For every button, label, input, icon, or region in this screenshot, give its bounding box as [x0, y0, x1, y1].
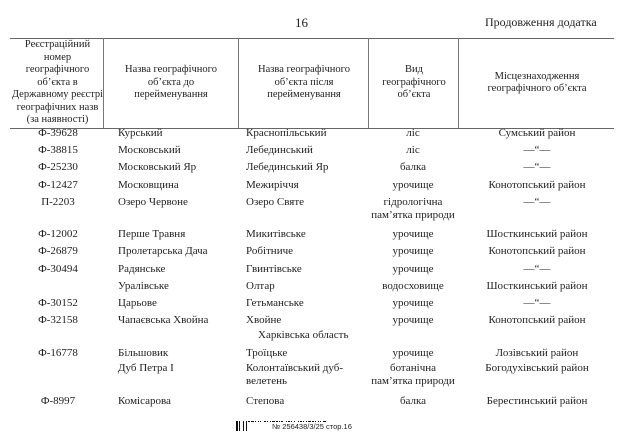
registration-number: Ф-38815 — [38, 144, 78, 156]
location: —“— — [523, 263, 551, 275]
object-type: урочище — [392, 245, 434, 257]
registration-number: Ф-16778 — [38, 347, 78, 359]
location: —“— — [523, 297, 551, 309]
name-after: Робітниче — [246, 245, 293, 257]
name-after: Олтар — [246, 280, 275, 292]
page-number: 16 — [295, 15, 308, 30]
registration-number: Ф-12427 — [38, 179, 78, 191]
location: Конотопський район — [488, 314, 586, 326]
name-after: Лебединський Яр — [246, 161, 329, 173]
region-title: Харківська область — [258, 329, 349, 341]
name-before: Дуб Петра I — [118, 362, 174, 374]
location: Берестинський район — [486, 395, 588, 407]
object-type: урочище — [392, 228, 434, 240]
name-after: Гвинтівське — [246, 263, 302, 275]
column-divider — [238, 38, 239, 128]
name-before: Більшовик — [118, 347, 169, 359]
registration-number: Ф-32158 — [38, 314, 78, 326]
column-divider — [458, 38, 459, 128]
location: —“— — [523, 161, 551, 173]
continuation-label: Продовження додатка — [485, 15, 597, 29]
registration-number: Ф-26879 — [38, 245, 78, 257]
registration-number: П-2203 — [41, 196, 75, 208]
registration-number: Ф-25230 — [38, 161, 78, 173]
object-type: гідрологічна пам’ятка природи — [371, 196, 455, 221]
name-after: Степова — [246, 395, 285, 407]
object-type: урочище — [392, 297, 434, 309]
object-type: ботанічна пам’ятка природи — [371, 362, 455, 387]
name-before: Курський — [118, 127, 163, 139]
header-name-before: Назва географічного об’єкта до перейменування — [125, 64, 217, 101]
name-after: Колонтаївський дуб-велетень — [246, 362, 344, 387]
name-before: Чапаєвська Хвойна — [118, 314, 209, 326]
header-location: Місцезнаходження географічного об’єкта — [487, 70, 587, 94]
location: —“— — [523, 196, 551, 208]
registration-number: Ф-12002 — [38, 228, 78, 240]
object-type: ліс — [406, 127, 420, 139]
object-type: водосховище — [382, 280, 444, 292]
name-after: Межиріччя — [246, 179, 299, 191]
name-before: Пролетарська Дача — [118, 245, 208, 257]
name-after: Гетьманське — [246, 297, 304, 309]
column-divider — [368, 38, 369, 128]
object-type: балка — [399, 395, 427, 407]
registration-number: Ф-30152 — [38, 297, 78, 309]
name-after: Озеро Святе — [246, 196, 305, 208]
object-type: урочище — [392, 347, 434, 359]
object-type: урочище — [392, 179, 434, 191]
header-registration-number: Реєстраційний номер географічного об’єкта в Державному реєстрі географічних назв (за наявності) — [11, 39, 104, 126]
location: Сумський район — [498, 127, 576, 139]
name-after: Хвойне — [246, 314, 282, 326]
name-after: Лебединський — [246, 144, 313, 156]
location: —“— — [523, 144, 551, 156]
object-type: урочище — [392, 314, 434, 326]
name-before: Царьове — [118, 297, 157, 309]
name-before: Комісарова — [118, 395, 171, 407]
object-type: ліс — [406, 144, 420, 156]
document-stamp: № 256438/3/25 стор.16 — [248, 422, 376, 431]
name-before: Уралівське — [118, 280, 169, 292]
location: Лозівський район — [495, 347, 579, 359]
name-before: Озеро Червоне — [118, 196, 188, 208]
object-type: урочище — [392, 263, 434, 275]
name-before: Московський — [118, 144, 181, 156]
name-before: Московський Яр — [118, 161, 197, 173]
name-before: Перше Травня — [118, 228, 186, 240]
object-type: балка — [399, 161, 427, 173]
header-object-type: Вид географічного об’єкта — [382, 64, 446, 101]
header-name-after: Назва географічного об’єкта після перейменування — [258, 64, 350, 101]
registration-number: Ф-8997 — [40, 395, 76, 407]
location: Конотопський район — [488, 179, 586, 191]
location: Конотопський район — [488, 245, 586, 257]
name-before: Радянське — [118, 263, 166, 275]
location: Богодухівський район — [485, 362, 589, 374]
name-after: Троїцьке — [246, 347, 288, 359]
name-after: Микитівське — [246, 228, 306, 240]
location: Шосткинський район — [486, 280, 588, 292]
registration-number: Ф-30494 — [38, 263, 78, 275]
name-before: Московщина — [118, 179, 179, 191]
location: Шосткинський район — [486, 228, 588, 240]
name-after: Краснопільський — [246, 127, 327, 139]
registration-number: Ф-39628 — [38, 127, 78, 139]
